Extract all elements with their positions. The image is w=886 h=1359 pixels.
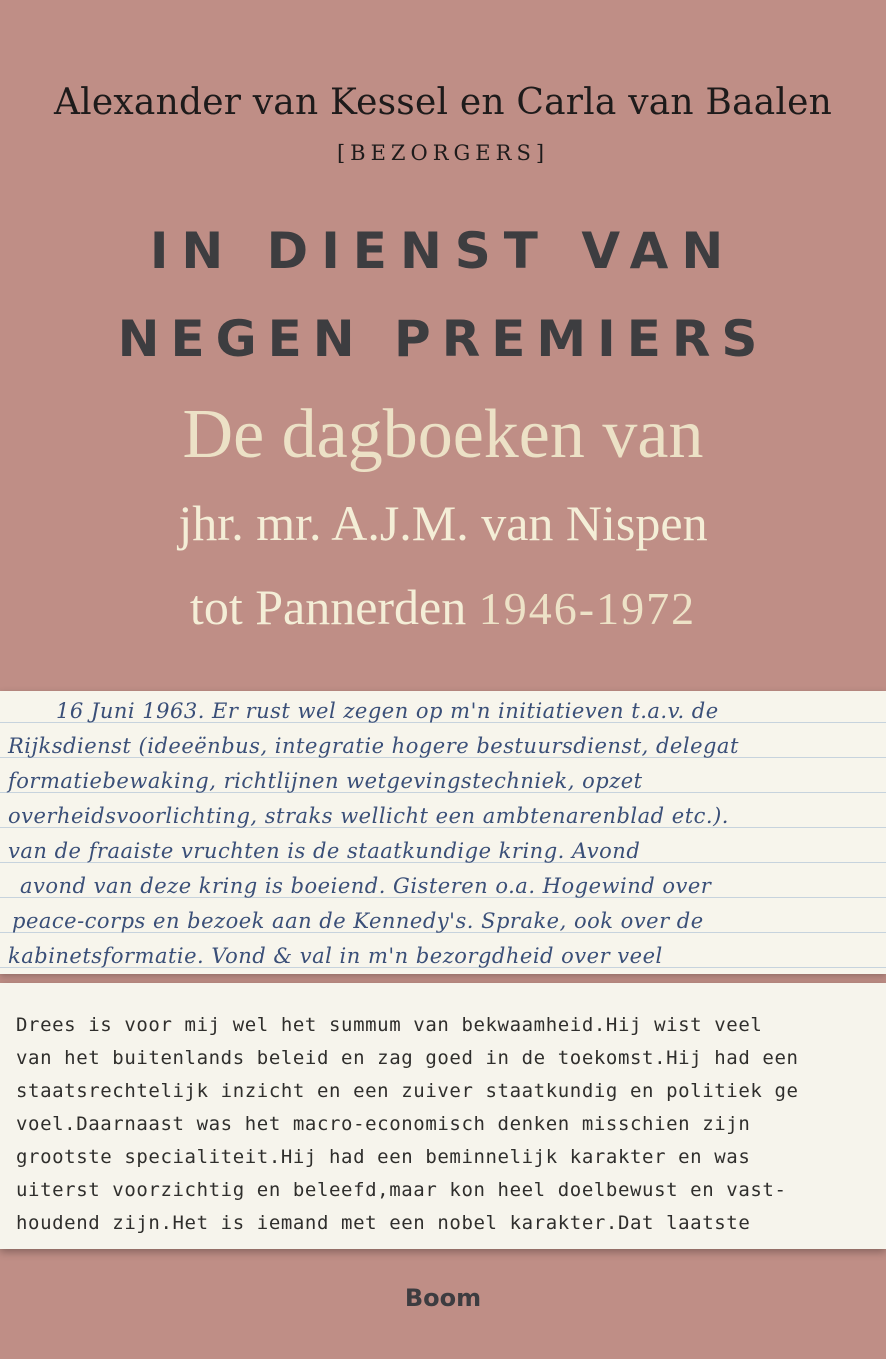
typed-line: grootste specialiteit.Hij had een beminnelijk karakter en was (16, 1146, 751, 1168)
title-line-2: NEGEN PREMIERS (117, 310, 769, 368)
publisher-logo: Boom (404, 1284, 482, 1312)
typed-line: uiterst voorzichtig en beleefd,maar kon heel doelbewust en vast- (16, 1179, 787, 1201)
handwriting-line: avond van deze kring is boeiend. Gisteren o.a. Hogewind over (20, 874, 712, 898)
handwriting-line: overheidsvoorlichting, straks wellicht een ambtenarenblad etc.). (8, 804, 729, 828)
years: 1946-1972 (478, 583, 697, 634)
title-line-1: IN DIENST VAN (149, 222, 737, 280)
editors-label: [BEZORGERS] (336, 141, 550, 165)
subtitle-line-2: jhr. mr. A.J.M. van Nispen (178, 495, 708, 551)
subtitle-line-3-text: tot Pannerden (189, 579, 467, 635)
subtitle-line-1: De dagboeken van (182, 396, 704, 473)
typed-line: houdend zijn.Het is iemand met een nobel karakter.Dat laatste (16, 1212, 751, 1234)
handwriting-line: kabinetsformatie. Vond & val in m'n bezorgdheid over veel (8, 944, 663, 968)
typewritten-excerpt (0, 983, 886, 1249)
typed-line: van het buitenlands beleid en zag goed in de toekomst.Hij had een (16, 1047, 799, 1069)
handwriting-line: 16 Juni 1963. Er rust wel zegen op m'n initiatieven t.a.v. de (56, 699, 719, 723)
handwriting-line: formatiebewaking, richtlijnen wetgevingstechniek, opzet (8, 769, 643, 793)
typed-line: voel.Daarnaast was het macro-economisch denken misschien zijn (16, 1113, 751, 1135)
handwritten-diary-excerpt (0, 691, 886, 974)
subtitle-line-3 (0, 578, 886, 636)
typed-line: staatsrechtelijk inzicht en een zuiver staatkundig en politiek ge (16, 1080, 799, 1102)
handwriting-line: Rijksdienst (ideeënbus, integratie hogere bestuursdienst, delegat (8, 734, 739, 758)
handwriting-line: peace-corps en bezoek aan de Kennedy's. Sprake, ook over de (12, 909, 704, 933)
handwriting-line: van de fraaiste vruchten is de staatkundige kring. Avond (8, 839, 641, 863)
typed-line: Drees is voor mij wel het summum van bekwaamheid.Hij wist veel (16, 1014, 763, 1036)
authors: Alexander van Kessel en Carla van Baalen (53, 82, 833, 123)
